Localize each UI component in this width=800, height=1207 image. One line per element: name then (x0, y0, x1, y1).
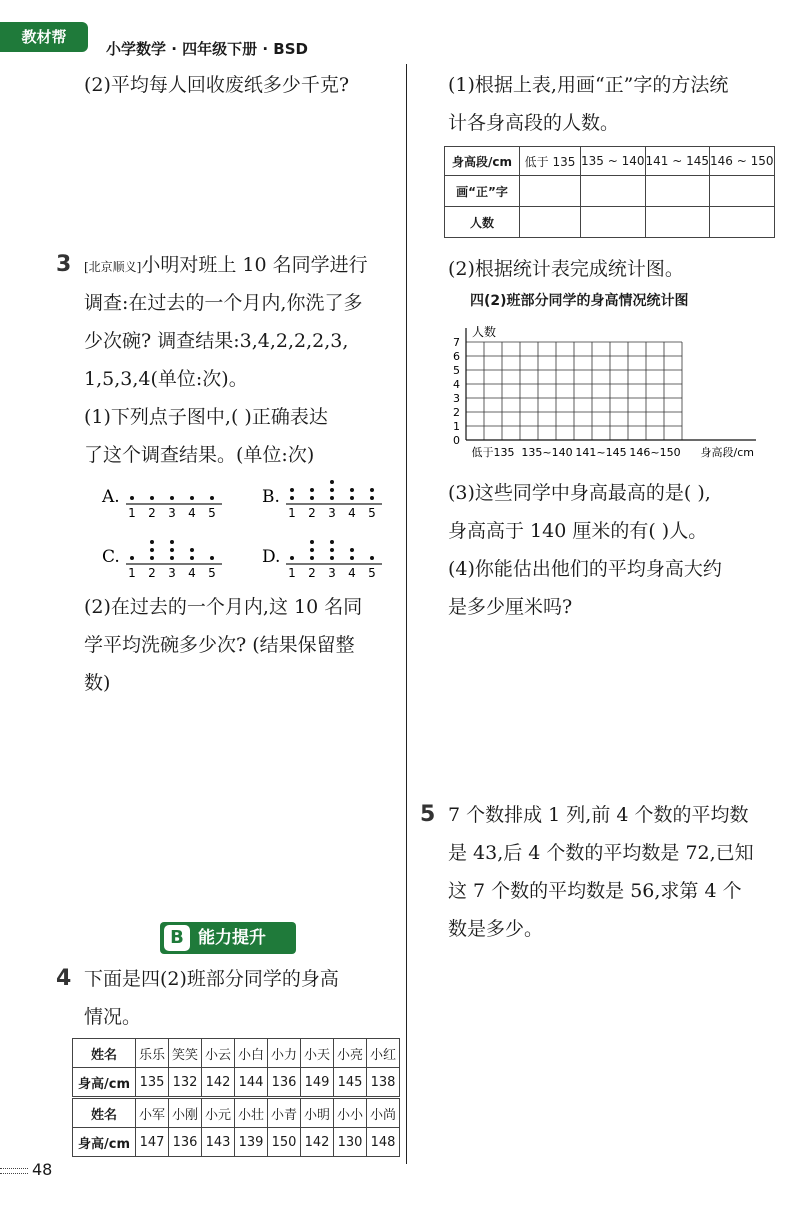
table-cell: 144 (235, 1068, 268, 1098)
dot (190, 556, 194, 560)
section-badge: B (164, 925, 190, 951)
x-tick-label: 141~145 (575, 446, 627, 459)
table-cell: 135 (136, 1068, 169, 1098)
table-cell: 150 (268, 1128, 301, 1157)
dot-plot-tick-label: 2 (148, 566, 156, 580)
dot (310, 548, 314, 552)
q5-line-1: 7 个数排成 1 列,前 4 个数的平均数 (448, 804, 749, 826)
dot-plot-tick-label: 5 (208, 566, 216, 580)
table-cell: 小刚 (169, 1098, 202, 1128)
y-tick-label: 4 (453, 378, 460, 391)
table-cell: 142 (202, 1068, 235, 1098)
column-divider (406, 64, 407, 1164)
q3-line-2: 调查:在过去的一个月内,你洗了多 (84, 292, 363, 314)
dot (330, 548, 334, 552)
y-tick-label: 7 (453, 336, 460, 349)
header-cell: 146 ~ 150 (710, 147, 775, 176)
height-table (72, 1038, 400, 1157)
dot (190, 548, 194, 552)
r-part1-line-2: 计各身高段的人数。 (448, 112, 620, 134)
dot-plot-tick-label: 3 (328, 506, 336, 520)
y-tick-label: 6 (453, 350, 460, 363)
q4-line-1: 下面是四(2)班部分同学的身高 (84, 968, 339, 990)
table-cell: 小尚 (367, 1098, 400, 1128)
chart-title: 四(2)班部分同学的身高情况统计图 (470, 293, 689, 309)
answer-cell[interactable] (581, 207, 646, 238)
table-row (73, 1039, 400, 1068)
header-cell: 低于 135 (520, 147, 581, 176)
dot (310, 496, 314, 500)
q4-line-2: 情况。 (84, 1006, 142, 1028)
dot-plot-option-a (101, 487, 222, 520)
dot (290, 488, 294, 492)
option-label: B. (262, 487, 280, 507)
table-row (73, 1128, 400, 1157)
table-cell: 148 (367, 1128, 400, 1157)
dot-plot-tick-label: 1 (288, 506, 296, 520)
dot-plot-tick-label: 1 (128, 506, 136, 520)
y-tick-label: 1 (453, 420, 460, 433)
r-part1-line-1: (1)根据上表,用画“正”字的方法统 (448, 74, 729, 96)
dot-plot-tick-label: 5 (208, 506, 216, 520)
header-cell: 141 ~ 145 (645, 147, 710, 176)
x-tick-label: 135~140 (521, 446, 573, 459)
q5-line-3: 这 7 个数的平均数是 56,求第 4 个 (448, 880, 742, 902)
q3-number: 3 (56, 252, 72, 277)
table-cell: 乐乐 (136, 1039, 169, 1068)
dot (290, 496, 294, 500)
dot (170, 540, 174, 544)
dot (330, 556, 334, 560)
table-cell: 小云 (202, 1039, 235, 1068)
row-header: 身高/cm (73, 1128, 136, 1157)
dot (370, 556, 374, 560)
table-cell: 小白 (235, 1039, 268, 1068)
row-header: 姓名 (73, 1098, 136, 1128)
table-row (73, 1068, 400, 1098)
dot-plot-option-c (102, 540, 222, 580)
dot (330, 480, 334, 484)
table-cell: 132 (169, 1068, 202, 1098)
book-title: 小学数学 · 四年级下册 · BSD (106, 40, 308, 58)
dot (330, 488, 334, 492)
table-cell: 145 (334, 1068, 367, 1098)
table-cell: 147 (136, 1128, 169, 1157)
r-part3-line-2: 身高高于 140 厘米的有( )人。 (448, 520, 708, 542)
answer-cell[interactable] (645, 176, 710, 207)
page-number: 48 (0, 1160, 52, 1179)
row-header: 画“正”字 (445, 176, 520, 207)
table-cell: 130 (334, 1128, 367, 1157)
row-header: 人数 (445, 207, 520, 238)
dot (350, 496, 354, 500)
y-tick-label: 5 (453, 364, 460, 377)
dot (150, 556, 154, 560)
answer-cell[interactable] (645, 207, 710, 238)
table-row (445, 147, 775, 176)
dot (150, 548, 154, 552)
dot (330, 496, 334, 500)
dot (350, 488, 354, 492)
table-cell: 138 (367, 1068, 400, 1098)
option-label: A. (102, 487, 120, 507)
dot-plot-tick-label: 4 (188, 566, 196, 580)
table-row (445, 176, 775, 207)
dot-plot-tick-label: 2 (308, 506, 316, 520)
table-cell: 小天 (301, 1039, 334, 1068)
answer-cell[interactable] (520, 207, 581, 238)
table-cell: 142 (301, 1128, 334, 1157)
option-label: D. (262, 547, 281, 567)
dot (150, 540, 154, 544)
answer-cell[interactable] (710, 207, 775, 238)
dot (350, 556, 354, 560)
dot (130, 496, 134, 500)
answer-cell[interactable] (710, 176, 775, 207)
r-part2: (2)根据统计表完成统计图。 (448, 258, 684, 280)
dot (310, 540, 314, 544)
q3-source-tag: [北京顺义] (84, 260, 142, 274)
q2-part2: (2)平均每人回收废纸多少千克? (84, 74, 350, 96)
dot-plot-tick-label: 2 (308, 566, 316, 580)
dot-plot-options (96, 470, 396, 590)
section-banner (160, 922, 296, 954)
y-axis-label: 人数 (472, 325, 497, 339)
dot (170, 548, 174, 552)
dot (370, 488, 374, 492)
x-tick-label: 低于135 (471, 446, 515, 459)
dot (210, 556, 214, 560)
dot (150, 496, 154, 500)
table-cell: 136 (268, 1068, 301, 1098)
q3-part1-line-2: 了这个调查结果。(单位:次) (84, 444, 315, 466)
header-cell: 135 ~ 140 (581, 147, 646, 176)
y-tick-label: 0 (453, 434, 460, 447)
table-cell: 143 (202, 1128, 235, 1157)
answer-cell[interactable] (520, 176, 581, 207)
table-cell: 139 (235, 1128, 268, 1157)
q5-line-2: 是 43,后 4 个数的平均数是 72,已知 (448, 842, 754, 864)
table-cell: 小红 (367, 1039, 400, 1068)
q3-line-1: [北京顺义]小明对班上 10 名同学进行 (84, 254, 368, 276)
dot (350, 548, 354, 552)
dot (130, 556, 134, 560)
q3-line-4: 1,5,3,4(单位:次)。 (84, 368, 248, 390)
table-row (445, 207, 775, 238)
dot-plot-tick-label: 3 (168, 506, 176, 520)
dot (210, 496, 214, 500)
dot-plot-option-b (262, 480, 382, 520)
dot-plot-tick-label: 5 (368, 566, 376, 580)
dot-plot-tick-label: 3 (328, 566, 336, 580)
dot (170, 556, 174, 560)
dot-plot-option-d (262, 540, 382, 580)
x-tick-label: 146~150 (629, 446, 681, 459)
y-tick-label: 2 (453, 406, 460, 419)
table-cell: 小壮 (235, 1098, 268, 1128)
dot-plot-tick-label: 4 (348, 506, 356, 520)
table-cell: 136 (169, 1128, 202, 1157)
q5-number: 5 (420, 802, 436, 827)
q3-part2-line-3: 数) (84, 672, 111, 694)
r-part4-line-1: (4)你能估出他们的平均身高大约 (448, 558, 722, 580)
table-cell: 小军 (136, 1098, 169, 1128)
dot-plot-tick-label: 4 (348, 566, 356, 580)
dot (170, 496, 174, 500)
dot-plot-tick-label: 1 (288, 566, 296, 580)
dot (330, 540, 334, 544)
table-cell: 小明 (301, 1098, 334, 1128)
dot (190, 496, 194, 500)
r-part4-line-2: 是多少厘米吗? (448, 596, 573, 618)
r-part3-line-1: (3)这些同学中身高最高的是( ), (448, 482, 711, 504)
tally-table (444, 146, 775, 238)
row-header: 身高/cm (73, 1068, 136, 1098)
table-cell: 小青 (268, 1098, 301, 1128)
answer-cell[interactable] (581, 176, 646, 207)
dot-plot-tick-label: 2 (148, 506, 156, 520)
x-axis-label: 身高段/cm (700, 446, 754, 459)
row-header: 姓名 (73, 1039, 136, 1068)
q3-part2-line-2: 学平均洗碗多少次? (结果保留整 (84, 634, 355, 656)
dot-plot-tick-label: 5 (368, 506, 376, 520)
q3-line-3: 少次碗? 调查结果:3,4,2,2,2,3, (84, 330, 349, 352)
brand-badge: 教材帮 (0, 22, 88, 52)
dot-plot-tick-label: 1 (128, 566, 136, 580)
table-cell: 小力 (268, 1039, 301, 1068)
table-cell: 149 (301, 1068, 334, 1098)
dot-plot-tick-label: 3 (168, 566, 176, 580)
table-cell: 笑笑 (169, 1039, 202, 1068)
dot-plot-tick-label: 4 (188, 506, 196, 520)
y-tick-label: 3 (453, 392, 460, 405)
table-cell: 小元 (202, 1098, 235, 1128)
header-cell: 身高段/cm (445, 147, 520, 176)
option-label: C. (102, 547, 120, 567)
table-cell: 小亮 (334, 1039, 367, 1068)
table-row (73, 1098, 400, 1128)
q5-line-4: 数是多少。 (448, 918, 544, 940)
table-cell: 小小 (334, 1098, 367, 1128)
q4-number: 4 (56, 966, 72, 991)
dot (290, 556, 294, 560)
dot (310, 488, 314, 492)
dot (310, 556, 314, 560)
section-title: 能力提升 (198, 928, 266, 948)
dot (370, 496, 374, 500)
q3-part1-line-1: (1)下列点子图中,( )正确表达 (84, 406, 328, 428)
height-bar-chart (440, 322, 780, 464)
q3-part2-line-1: (2)在过去的一个月内,这 10 名同 (84, 596, 363, 618)
